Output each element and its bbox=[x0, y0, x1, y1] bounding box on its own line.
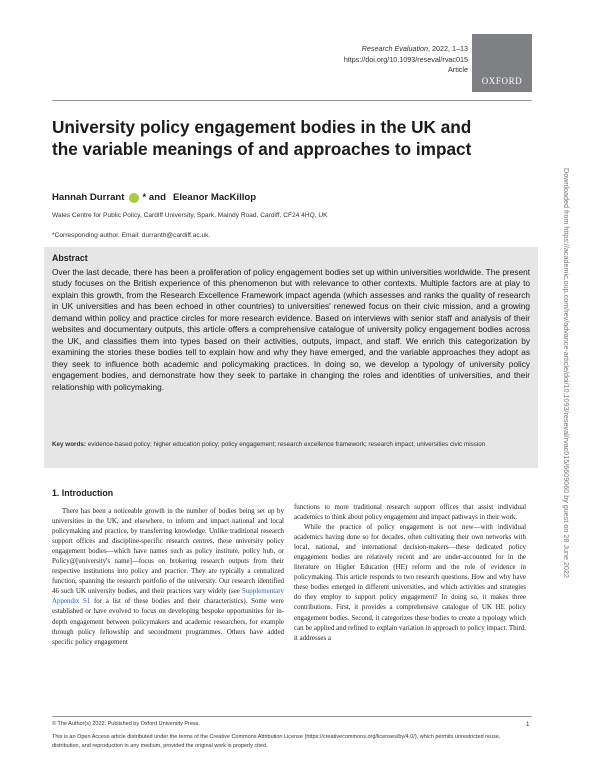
body-column-left bbox=[52, 506, 284, 647]
journal-meta bbox=[344, 44, 468, 76]
keywords-list: evidence-based policy; higher education policy; policy engagement; research excellence framework; research impact; universities civic mission bbox=[87, 441, 486, 448]
section-heading-introduction: 1. Introduction bbox=[52, 488, 114, 498]
article-type: Article bbox=[448, 65, 468, 75]
license-text: This is an Open Access article distributed under the terms of the Creative Commons Attribution License (https://creativecommons.org/licenses/by/4.0/), which permits unrestricted reuse, distribution, and reproduction in any medium, provided the original work is properly cited. bbox=[52, 734, 501, 749]
article-title: University policy engagement bodies in the UK and the variable meanings of and approaches to impact bbox=[52, 117, 472, 159]
keywords bbox=[52, 440, 530, 450]
download-notice bbox=[560, 168, 574, 633]
corresponding-author: *Corresponding author. Email: durranth@cardiff.ac.uk. bbox=[52, 232, 211, 239]
supplementary-link[interactable]: Supplementary Appendix S1 bbox=[52, 587, 284, 606]
paragraph bbox=[52, 506, 284, 647]
affiliation: Wales Centre for Public Policy, Cardiff University, Spark, Maindy Road, Cardiff, CF24 4HQ, UK bbox=[52, 212, 328, 219]
footer-divider bbox=[52, 716, 532, 717]
author-line bbox=[52, 192, 256, 203]
abstract-text: Over the last decade, there has been a proliferation of policy engagement bodies set up within universities worldwide. The present study focuses on the British experience of this phenomenon but with relevance to other contexts. Multiple factors are at play to explain this growth, from the Research Excellence Framework impact agenda (which assesses and ranks the quality of research in UK universities and has been echoed in other countries) to universities' renewed focus on their civic mission, and a growing demand within policy and practice circles for more research evidence. Based on interviews with senior staff and analysis of their websites and documentary outputs, this article offers a comprehensive catalogue of university policy engagement bodies across the UK, and classifies them into types based on their activities, outputs, impact, and staff. We enrich this categorization by examining the stories these bodies tell to explain how and why they have emerged, and the variable approaches they adopt as they seek to influence both academic and policymaking practices. In doing so, we develop a typology of university policy engagement bodies, and demonstrate how they seek to partake in changing the roles and identities of universities, and their relationship with policymaking. bbox=[52, 267, 530, 392]
header-divider bbox=[52, 100, 532, 101]
author-first[interactable]: Hannah Durrant bbox=[52, 192, 125, 203]
author-second[interactable]: Eleanor MacKillop bbox=[172, 192, 257, 203]
download-notice-text[interactable]: Downloaded from https://academic.oup.com/rev/advance-article/doi/10.1093/reseval/rvac015/6609060 by guest on 28 June 2022 bbox=[562, 168, 571, 578]
journal-name[interactable]: Research Evaluation bbox=[361, 44, 429, 53]
author-star-and: * and bbox=[142, 192, 166, 203]
body-column-right bbox=[294, 502, 526, 643]
volume-line: , 2022, 1–13 bbox=[428, 44, 468, 53]
keywords-label: Key words: bbox=[52, 441, 86, 448]
paragraph-text: There has been a noticeable growth in the number of bodies being set up by universities in the UK, and elsewhere, to inform and impact national and local policymaking and practice, by transferring knowledge. Unlike traditional research support offices and discipline-specific research centres, these university policy engagement bodies—which have names such as policy institute, policy hub, or Policy@[university's name]—focus on brokering research outputs from their respective institutions into policy and practice. They are typically a centralized function, spanning the research portfolio of the university. Our research identified 46 such UK university bodies, and their practices vary widely (see bbox=[52, 507, 284, 596]
page-number: 1 bbox=[526, 721, 530, 728]
paragraph: While the practice of policy engagement is not new—with individual academics having done so for decades, often cultivating their own networks with local, national, and international decision-makers—these dedicated policy engagement bodies are relatively recent and are under-accounted for in the literature on Higher Education (HE) reform and the role of evidence in policymaking. This article responds to two research questions. How and why have these bodies emerged in different universities, and which activities and strategies do they employ to support policy engagement? In doing so, it makes three contributions. First, it provides a comprehensive catalogue of UK HE policy engagement bodies. Second, it categorizes these bodies to create a typology which can be applied and refined to explain variation in approach to policy impact. Third, it addresses a bbox=[294, 523, 526, 642]
paragraph-text: for a list of these bodies and their characteristics). Some were established or have evolved to focus on developing bespoke opportunities for in-depth engagement between policymakers and academic researchers, for example through policy fellowship and secondment programmes. Others have added specific policy engagement bbox=[52, 597, 285, 646]
copyright: © The Author(s) 2022. Published by Oxford University Press. bbox=[52, 721, 200, 727]
abstract-heading: Abstract bbox=[52, 253, 88, 263]
paragraph: functions to more traditional research support offices that assist individual academics to think about policy engagement and impact pathways in their work. bbox=[294, 503, 526, 522]
orcid-icon[interactable] bbox=[129, 193, 139, 203]
doi-link[interactable]: https://doi.org/10.1093/reseval/rvac015 bbox=[343, 54, 468, 64]
oxford-logo[interactable]: OXFORD bbox=[472, 34, 532, 92]
